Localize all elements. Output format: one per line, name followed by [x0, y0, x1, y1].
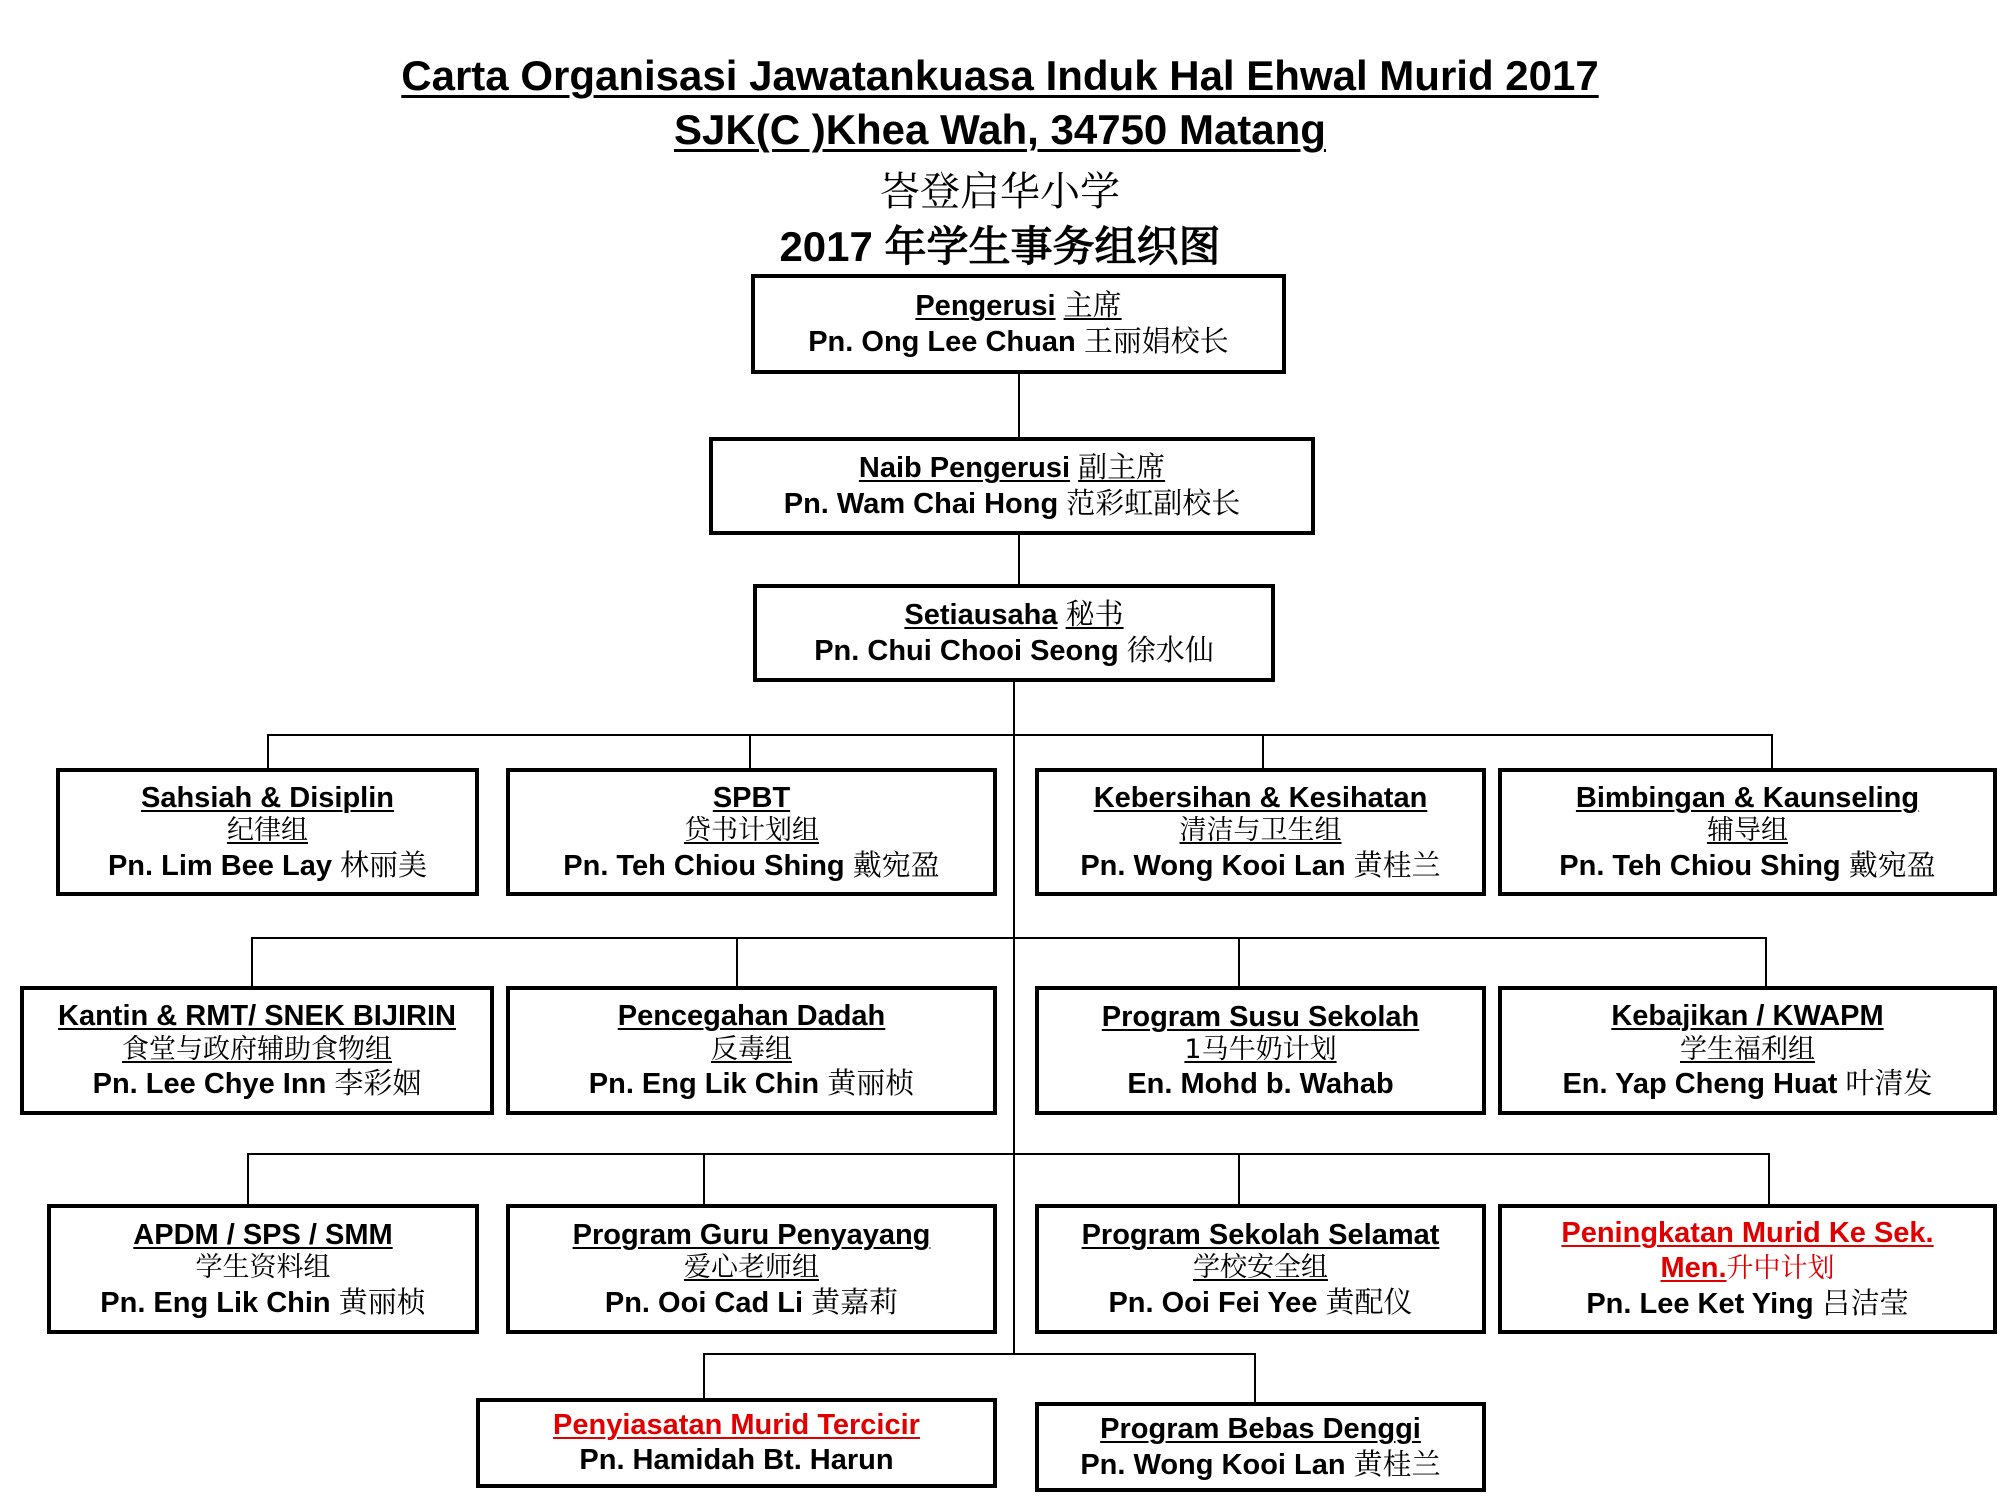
secretary-role: Setiausaha 秘书	[904, 597, 1124, 632]
unit-sahsiah-disiplin	[56, 768, 479, 896]
unit-title-zh: 学生资料组	[195, 1252, 331, 1284]
unit-title-zh: 清洁与卫生组	[1179, 815, 1342, 847]
unit-title-zh: 辅导组	[1707, 815, 1788, 847]
unit-person: Pn. Lee Ket Ying 吕洁莹	[1586, 1285, 1909, 1320]
unit-title: Program Guru Penyayang	[572, 1218, 931, 1251]
unit-person: En. Yap Cheng Huat 叶清发	[1562, 1066, 1933, 1101]
unit-title: Peningkatan Murid Ke Sek.	[1561, 1217, 1934, 1250]
secretary-name: Pn. Chui Chooi Seong 徐水仙	[814, 633, 1214, 667]
chart-title-line2: SJK(C )Khea Wah, 34750 Matang	[674, 106, 1326, 153]
connector-chair-vice	[1018, 372, 1020, 437]
connector-vice-secretary	[1018, 534, 1020, 584]
unit-person: Pn. Ooi Cad Li 黄嘉莉	[604, 1284, 899, 1319]
secretary-box	[753, 584, 1275, 682]
unit-pencegahan-dadah	[506, 986, 997, 1115]
unit-person: Pn. Wong Kooi Lan 黄桂兰	[1080, 847, 1441, 882]
connector-row3-drop	[1768, 1153, 1770, 1204]
unit-title-zh: 纪律组	[227, 815, 308, 847]
connector-row4-drop	[703, 1353, 705, 1398]
unit-program-susu-sekolah	[1035, 986, 1486, 1115]
unit-kebersihan-kesihatan	[1035, 768, 1486, 896]
unit-person: Pn. Lee Chye Inn 李彩姻	[92, 1066, 422, 1101]
connector-row2-drop	[1765, 937, 1767, 986]
unit-person: Pn. Teh Chiou Shing 戴宛盈	[1559, 847, 1936, 882]
unit-title: Sahsiah & Disiplin	[141, 781, 394, 814]
connector-row2-drop	[251, 937, 253, 986]
unit-title: Program Susu Sekolah	[1101, 1000, 1420, 1033]
connector-row3-drop	[1238, 1153, 1240, 1204]
unit-title: Pencegahan Dadah	[617, 1000, 886, 1032]
unit-spbt	[506, 768, 997, 896]
connector-row2-drop	[1238, 937, 1240, 986]
unit-title: APDM / SPS / SMM	[133, 1218, 393, 1251]
unit-title-zh: 学生福利组	[1680, 1033, 1815, 1065]
chart-title-line1: Carta Organisasi Jawatankuasa Induk Hal Ehwal Murid 2017	[401, 52, 1599, 99]
unit-person: Pn. Wong Kooi Lan 黄桂兰	[1080, 1446, 1441, 1481]
connector-row3-drop	[247, 1153, 249, 1204]
connector-row1-bus	[267, 734, 1773, 736]
unit-title-zh: 贷书计划组	[684, 815, 819, 847]
unit-bimbingan-kaunseling	[1498, 768, 1997, 896]
unit-penyiasatan-murid-tercicir	[476, 1398, 997, 1488]
unit-title: SPBT	[712, 781, 791, 814]
unit-program-guru-penyayang	[506, 1204, 997, 1334]
chart-title-line3: 峇登启华小学	[880, 169, 1120, 215]
unit-title-zh: 反毒组	[711, 1033, 792, 1065]
connector-row3-drop	[703, 1153, 705, 1204]
vice-chair-name: Pn. Wam Chai Hong 范彩虹副校长	[783, 486, 1241, 520]
unit-title: Program Sekolah Selamat	[1081, 1218, 1440, 1251]
unit-peningkatan-murid	[1498, 1204, 1997, 1334]
unit-title: Kantin & RMT/ SNEK BIJIRIN	[58, 1000, 456, 1032]
vice-chair-role: Naib Pengerusi 副主席	[858, 450, 1166, 485]
unit-person: Pn. Eng Lik Chin 黄丽桢	[588, 1066, 915, 1101]
connector-main-trunk	[1013, 680, 1015, 1355]
unit-title: Kebersihan & Kesihatan	[1093, 781, 1428, 814]
unit-person: Pn. Eng Lik Chin 黄丽桢	[100, 1284, 426, 1319]
unit-person: Pn. Ooi Fei Yee 黄配仪	[1108, 1284, 1413, 1319]
chair-box	[751, 274, 1286, 374]
chair-name: Pn. Ong Lee Chuan 王丽娟校长	[808, 324, 1229, 358]
unit-kebajikan-kwapm	[1498, 986, 1997, 1115]
vice-chair-box	[709, 437, 1315, 535]
unit-title-zh: 1马牛奶计划	[1184, 1034, 1337, 1066]
connector-row1-drop	[1262, 734, 1264, 768]
connector-row1-drop	[267, 734, 269, 768]
connector-row3-bus	[247, 1153, 1770, 1155]
unit-person: Pn. Lim Bee Lay 林丽美	[107, 847, 428, 882]
unit-person: Pn. Hamidah Bt. Harun	[579, 1444, 894, 1476]
unit-title-zh: 爱心老师组	[684, 1252, 819, 1284]
unit-apdm-sps-smm	[47, 1204, 479, 1334]
unit-kantin-rmt	[20, 986, 494, 1115]
unit-program-sekolah-selamat	[1035, 1204, 1486, 1334]
unit-person: En. Mohd b. Wahab	[1127, 1067, 1394, 1100]
connector-row1-drop	[749, 734, 751, 768]
chair-role: Pengerusi 主席	[915, 288, 1122, 323]
unit-title-zh: 食堂与政府辅助食物组	[122, 1033, 392, 1065]
connector-row4-bus	[703, 1353, 1256, 1355]
connector-row2-bus	[251, 937, 1767, 939]
connector-row2-drop	[736, 937, 738, 986]
unit-title-zh: 学校安全组	[1193, 1252, 1328, 1284]
unit-title: Bimbingan & Kaunseling	[1575, 781, 1920, 814]
connector-row4-drop	[1254, 1353, 1256, 1402]
connector-row1-drop	[1771, 734, 1773, 768]
unit-title: Program Bebas Denggi	[1100, 1412, 1421, 1445]
unit-title-line2: Men.升中计划	[1660, 1252, 1835, 1285]
unit-program-bebas-denggi	[1035, 1402, 1486, 1492]
unit-title: Penyiasatan Murid Tercicir	[553, 1409, 920, 1442]
unit-title: Kebajikan / KWAPM	[1611, 1000, 1884, 1032]
chart-title-line4: 2017 年学生事务组织图	[779, 223, 1221, 270]
unit-person: Pn. Teh Chiou Shing 戴宛盈	[563, 847, 940, 882]
